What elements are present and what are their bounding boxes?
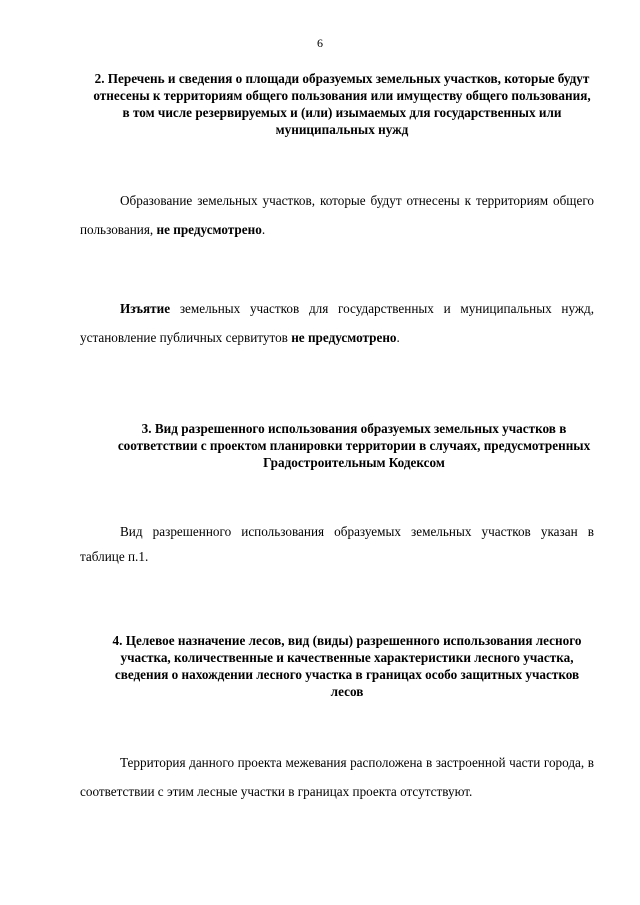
paragraph-text: Вид разрешенного использования образуемых земельных участков указан в таблице п.1. [80, 524, 594, 564]
page-number: 6 [317, 36, 323, 50]
paragraph-end: . [261, 222, 266, 237]
section-4-paragraph [80, 748, 594, 806]
section-2-heading: 2. Перечень и сведения о площади образуемых земельных участков, которые будут отнесены к территориям общего пользования или имуществу общего пользования, в том числе резервируемых и (или) изымаемых для государственных или муниципальных нужд [93, 71, 591, 137]
section-3-heading: 3. Вид разрешенного использования образуемых земельных участков в соответствии с проектом планировки территории в случаях, предусмотренных Градостроительным Кодексом [117, 421, 591, 470]
section-3-paragraph [80, 519, 594, 569]
section-2-paragraph-1 [80, 186, 594, 244]
paragraph-text: земельных участков для государственных и муниципальных нужд, установление публичных сервитутов [80, 301, 594, 345]
paragraph-bold-start: Изъятие [120, 301, 171, 316]
paragraph-text: Территория данного проекта межевания расположена в застроенной части города, в соответствии с этим лесные участки в границах проекта отсутствуют. [80, 755, 594, 799]
section-2-paragraph-2 [80, 294, 594, 352]
paragraph-text: Образование земельных участков, которые будут отнесены к территориям общего пользования, [80, 193, 594, 237]
paragraph-bold-text: не предусмотрено [291, 330, 397, 345]
section-4-heading: 4. Целевое назначение лесов, вид (виды) разрешенного использования лесного участка, количественные и качественные характеристики лесного участка, сведения о нахождении лесного участка в границах особо защитных участков лесов [112, 633, 582, 699]
paragraph-end: . [396, 330, 400, 345]
paragraph-bold-text: не предусмотрено [156, 222, 262, 237]
